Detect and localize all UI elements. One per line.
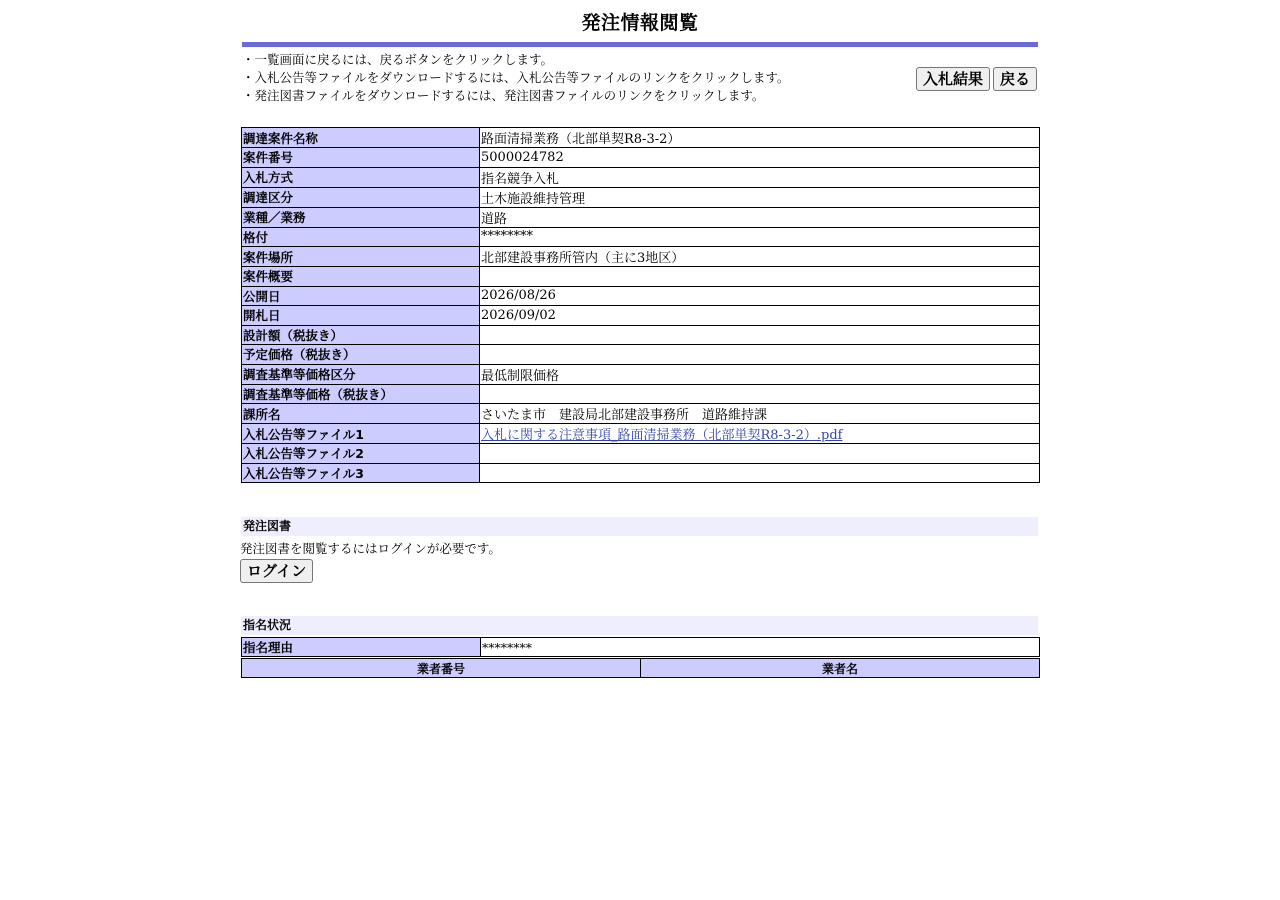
detail-label: 調達区分 bbox=[242, 187, 480, 207]
table-row bbox=[242, 404, 1040, 424]
detail-label: 入札公告等ファイル2 bbox=[242, 444, 480, 464]
designation-reason-value: ******** bbox=[481, 638, 1040, 657]
detail-label: 案件場所 bbox=[242, 247, 480, 267]
detail-label: 入札方式 bbox=[242, 167, 480, 187]
detail-value: ******** bbox=[480, 227, 1040, 247]
table-row bbox=[242, 167, 1040, 187]
page-title: 発注情報閲覧 bbox=[581, 12, 699, 34]
detail-label: 課所名 bbox=[242, 404, 480, 424]
login-button[interactable]: ログイン bbox=[240, 559, 313, 583]
vendor-name-header: 業者名 bbox=[641, 659, 1040, 678]
detail-value: 最低制限価格 bbox=[480, 364, 1040, 384]
designation-reason-table bbox=[241, 637, 1040, 657]
table-row bbox=[242, 364, 1040, 384]
table-row bbox=[242, 247, 1040, 267]
top-buttons bbox=[916, 67, 1037, 91]
detail-value bbox=[480, 325, 1040, 345]
instruction-line: ・一覧画面に戻るには、戻るボタンをクリックします。 bbox=[242, 52, 554, 67]
table-row bbox=[242, 444, 1040, 464]
detail-label: 格付 bbox=[242, 227, 480, 247]
vendor-table bbox=[241, 658, 1040, 678]
detail-value bbox=[480, 384, 1040, 404]
detail-label: 設計額（税抜き） bbox=[242, 325, 480, 345]
detail-label: 案件番号 bbox=[242, 148, 480, 168]
detail-value: 北部建設事務所管内（主に3地区） bbox=[480, 247, 1040, 267]
detail-value bbox=[480, 444, 1040, 464]
table-row bbox=[242, 345, 1040, 365]
detail-value: さいたま市 建設局北部建設事務所 道路維持課 bbox=[480, 404, 1040, 424]
login-required-note: 発注図書を閲覧するにはログインが必要です。 bbox=[240, 541, 501, 556]
bid-result-button[interactable]: 入札結果 bbox=[916, 67, 990, 91]
table-header-row bbox=[242, 659, 1040, 678]
detail-value: 道路 bbox=[480, 207, 1040, 227]
detail-value-cell bbox=[480, 424, 1040, 444]
detail-label: 入札公告等ファイル1 bbox=[242, 424, 480, 444]
vendor-number-header: 業者番号 bbox=[242, 659, 641, 678]
detail-value bbox=[480, 463, 1040, 483]
detail-label: 入札公告等ファイル3 bbox=[242, 463, 480, 483]
detail-value: 2026/08/26 bbox=[480, 286, 1040, 306]
table-row bbox=[242, 463, 1040, 483]
detail-label: 公開日 bbox=[242, 286, 480, 306]
detail-label: 調査基準等価格（税抜き） bbox=[242, 384, 480, 404]
designation-reason-label: 指名理由 bbox=[242, 638, 481, 657]
detail-value bbox=[480, 267, 1040, 287]
table-row bbox=[242, 306, 1040, 326]
detail-label: 調達案件名称 bbox=[242, 128, 480, 148]
detail-value bbox=[480, 345, 1040, 365]
back-button[interactable]: 戻る bbox=[993, 67, 1037, 91]
table-row bbox=[242, 267, 1040, 287]
instruction-line: ・入札公告等ファイルをダウンロードするには、入札公告等ファイルのリンクをクリックします。 bbox=[242, 70, 790, 85]
detail-label: 業種／業務 bbox=[242, 207, 480, 227]
table-row bbox=[242, 187, 1040, 207]
detail-label: 案件概要 bbox=[242, 267, 480, 287]
detail-label: 調査基準等価格区分 bbox=[242, 364, 480, 384]
detail-value: 路面清掃業務（北部単契R8-3-2） bbox=[480, 128, 1040, 148]
detail-value: 5000024782 bbox=[480, 148, 1040, 168]
table-row bbox=[242, 128, 1040, 148]
instruction-area bbox=[241, 47, 1039, 127]
table-row bbox=[242, 384, 1040, 404]
detail-label: 予定価格（税抜き） bbox=[242, 345, 480, 365]
instructions bbox=[242, 51, 789, 105]
detail-label: 開札日 bbox=[242, 306, 480, 326]
detail-value: 2026/09/02 bbox=[480, 306, 1040, 326]
project-details-table bbox=[241, 127, 1040, 483]
table-row bbox=[242, 207, 1040, 227]
table-row bbox=[242, 325, 1040, 345]
table-row bbox=[242, 638, 1040, 657]
table-row bbox=[242, 148, 1040, 168]
detail-value: 指名競争入札 bbox=[480, 167, 1040, 187]
table-row bbox=[242, 424, 1040, 444]
table-row bbox=[242, 227, 1040, 247]
order-docs-heading: 発注図書 bbox=[241, 517, 1038, 536]
instruction-line: ・発注図書ファイルをダウンロードするには、発注図書ファイルのリンクをクリックします。 bbox=[242, 88, 765, 103]
designation-heading: 指名状況 bbox=[241, 616, 1038, 635]
detail-value: 土木施設維持管理 bbox=[480, 187, 1040, 207]
table-row bbox=[242, 286, 1040, 306]
bid-notice-file-link[interactable]: 入札に関する注意事項_路面清掃業務（北部単契R8-3-2）.pdf bbox=[481, 428, 843, 443]
main-content bbox=[241, 0, 1039, 678]
